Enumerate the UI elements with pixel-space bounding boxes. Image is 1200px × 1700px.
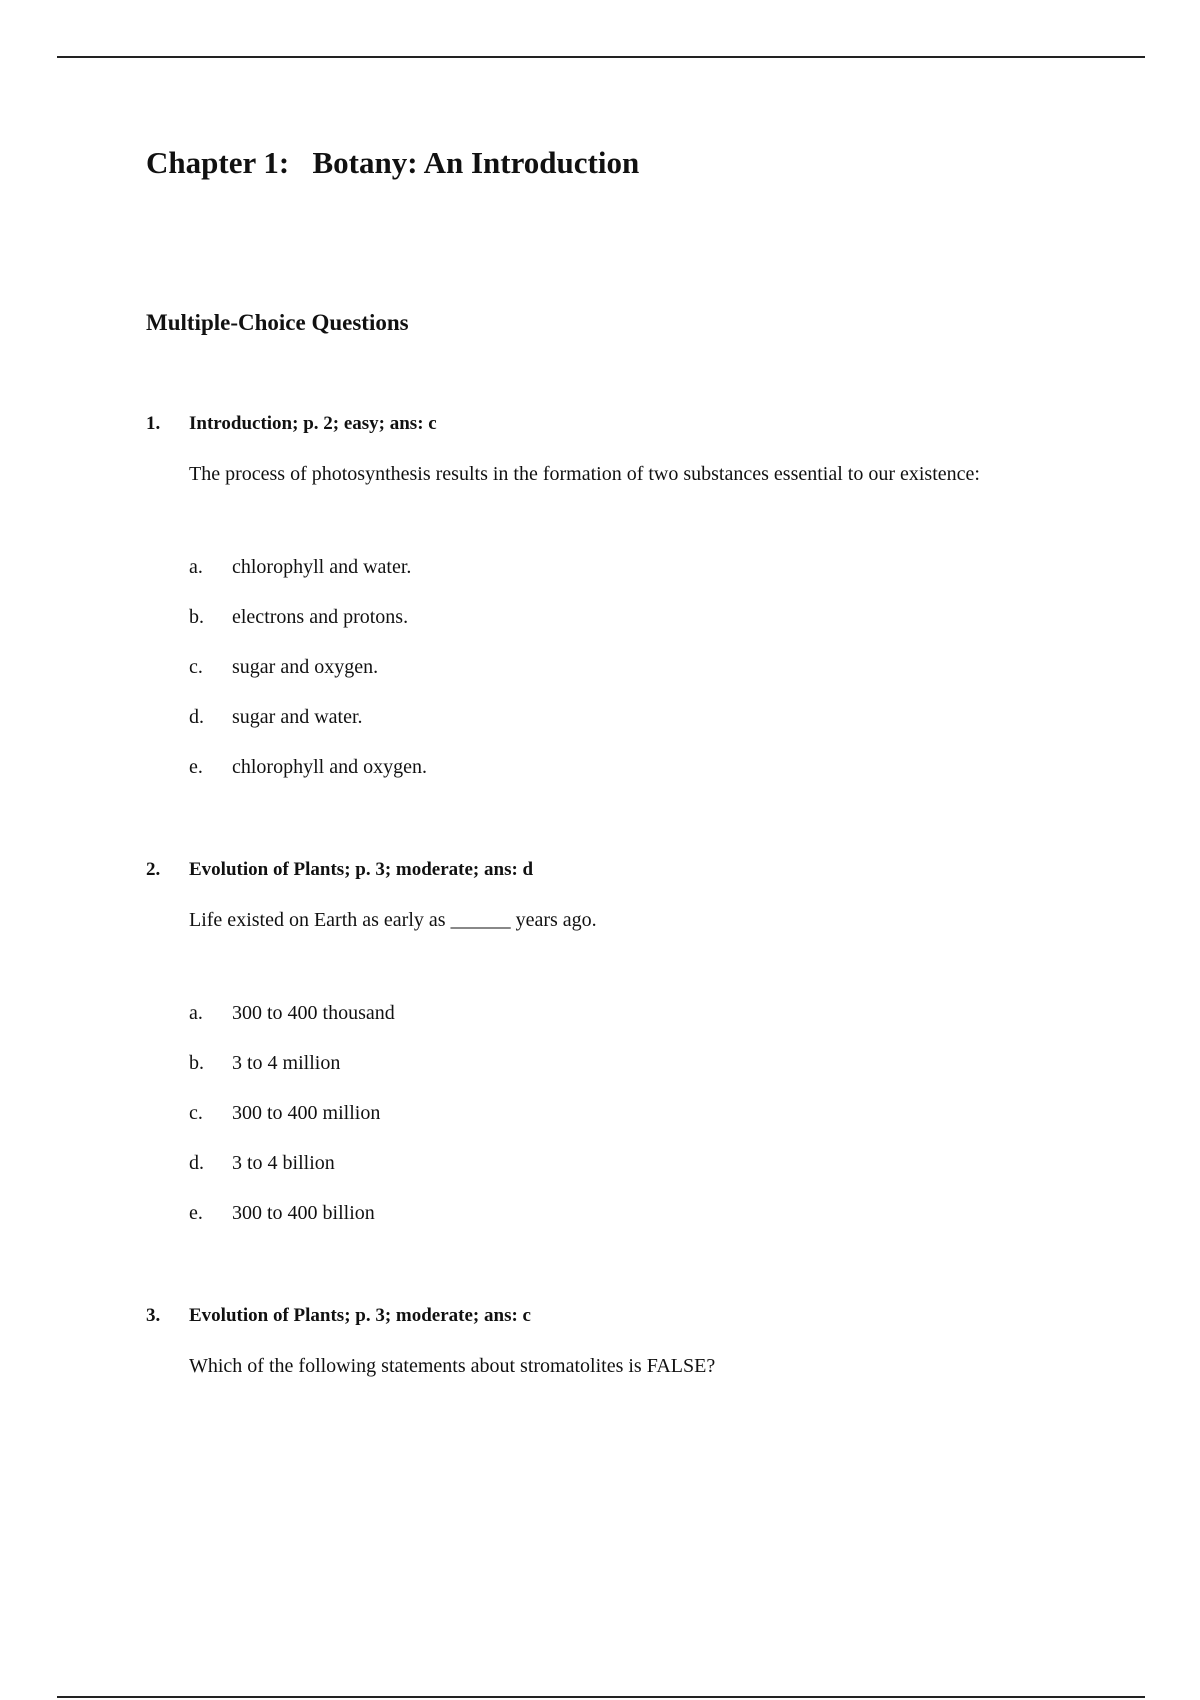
option-e bbox=[189, 755, 1106, 805]
option-b bbox=[189, 605, 1106, 655]
option-letter: a. bbox=[189, 1001, 203, 1024]
option-a bbox=[189, 555, 1106, 605]
option-text: 300 to 400 billion bbox=[232, 1201, 375, 1224]
option-text: 3 to 4 billion bbox=[232, 1151, 335, 1174]
header-rule bbox=[57, 56, 1145, 58]
question-meta: Evolution of Plants; p. 3; moderate; ans: c bbox=[189, 1305, 531, 1326]
question-number: 2. bbox=[146, 859, 161, 880]
option-letter: b. bbox=[189, 1051, 204, 1074]
option-text: chlorophyll and water. bbox=[232, 555, 412, 578]
options-list bbox=[189, 1001, 1106, 1251]
option-letter: d. bbox=[189, 1151, 204, 1174]
question-meta: Introduction; p. 2; easy; ans: c bbox=[189, 413, 437, 434]
option-text: 300 to 400 million bbox=[232, 1101, 381, 1124]
question-header bbox=[146, 859, 1106, 882]
section-title: Multiple-Choice Questions bbox=[146, 310, 409, 335]
option-c bbox=[189, 655, 1106, 705]
option-letter: b. bbox=[189, 605, 204, 628]
question-text: The process of photosynthesis results in the formation of two substances essential to our existence: bbox=[189, 462, 980, 485]
question-3 bbox=[146, 1305, 1106, 1378]
option-text: 300 to 400 thousand bbox=[232, 1001, 395, 1024]
question-text: Life existed on Earth as early as ______ years ago. bbox=[189, 908, 597, 931]
option-c bbox=[189, 1101, 1106, 1151]
option-d bbox=[189, 705, 1106, 755]
question-1 bbox=[146, 413, 1106, 805]
option-text: 3 to 4 million bbox=[232, 1051, 341, 1074]
option-e bbox=[189, 1201, 1106, 1251]
option-text: sugar and water. bbox=[232, 705, 363, 728]
question-header bbox=[146, 413, 1106, 436]
question-header bbox=[146, 1305, 1106, 1328]
option-letter: a. bbox=[189, 555, 203, 578]
question-text: Which of the following statements about stromatolites is FALSE? bbox=[189, 1354, 716, 1377]
option-letter: c. bbox=[189, 655, 203, 678]
question-meta: Evolution of Plants; p. 3; moderate; ans: d bbox=[189, 859, 534, 880]
question-2 bbox=[146, 859, 1106, 1251]
option-a bbox=[189, 1001, 1106, 1051]
options-list bbox=[189, 555, 1106, 805]
option-text: electrons and protons. bbox=[232, 605, 409, 628]
question-number: 3. bbox=[146, 1305, 161, 1326]
option-b bbox=[189, 1051, 1106, 1101]
option-letter: d. bbox=[189, 705, 204, 728]
option-d bbox=[189, 1151, 1106, 1201]
option-letter: c. bbox=[189, 1101, 203, 1124]
option-text: chlorophyll and oxygen. bbox=[232, 755, 427, 778]
footer-rule bbox=[57, 1696, 1145, 1698]
question-number: 1. bbox=[146, 413, 161, 434]
option-letter: e. bbox=[189, 1201, 203, 1224]
chapter-title: Chapter 1: Botany: An Introduction bbox=[146, 145, 640, 180]
option-letter: e. bbox=[189, 755, 203, 778]
option-text: sugar and oxygen. bbox=[232, 655, 379, 678]
